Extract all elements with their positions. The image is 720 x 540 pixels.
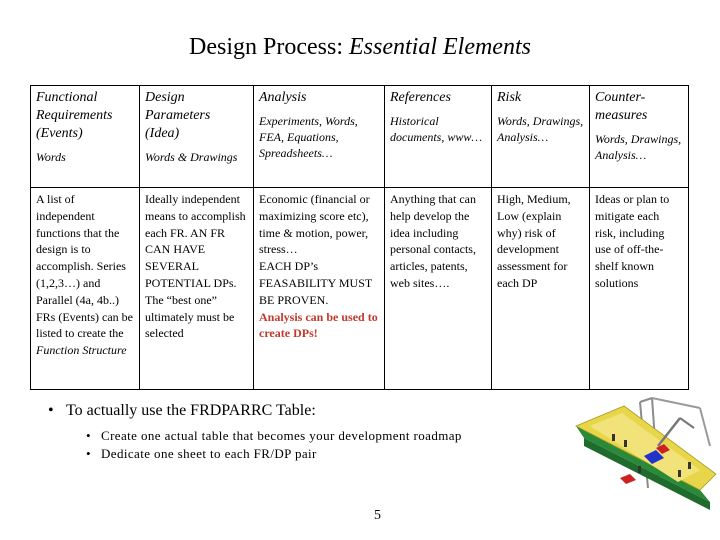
slide-title — [0, 33, 720, 61]
header-countermeasures-name: Counter-measures — [595, 90, 648, 123]
body-cell-references — [385, 188, 492, 390]
header-fr-name: Functional Requirements (Events) — [36, 90, 113, 141]
header-cell-analysis — [254, 86, 385, 188]
body-cell-dp — [140, 188, 254, 390]
usage-bullets — [48, 401, 568, 463]
body-cell-analysis — [254, 188, 385, 390]
analysis-emphasis-note: Analysis can be used to create DPs! — [259, 309, 378, 341]
body-cell-countermeasures — [590, 188, 689, 390]
fr-description — [36, 191, 134, 359]
analysis-description: Economic (financial or maximizing score etc), time & motion, power, stress… — [259, 192, 370, 257]
dp-description: Ideally independent means to accomplish each FR. AN FR CAN HAVE SEVERAL POTENTIAL DPs. The “best one” ultimately must be selected — [145, 192, 246, 341]
header-risk-sub: Words, Drawings, Analysis… — [497, 114, 584, 144]
body-cell-fr — [31, 188, 140, 390]
table-body-row — [31, 188, 689, 390]
bullet-main-text: To actually use the FRDPARRC Table: — [66, 402, 316, 419]
bullet-icon: • — [48, 402, 54, 419]
references-description: Anything that can help develop the idea including personal contacts, articles, patents, web sites…. — [390, 192, 476, 290]
title-italic: Essential Elements — [349, 34, 531, 60]
header-references-name: References — [390, 90, 451, 105]
header-cell-fr — [31, 86, 140, 188]
fr-description-text: A list of independent functions that the design is to accomplish. Series (1,2,3…) and Parallel (4a, 4b..) FRs (Events) can be listed to create the — [36, 192, 133, 341]
header-references-sub: Historical documents, www… — [390, 114, 483, 144]
header-cell-dp — [140, 86, 254, 188]
header-cell-countermeasures — [590, 86, 689, 188]
header-dp-name: Design Parameters (Idea) — [145, 90, 211, 141]
header-cell-references — [385, 86, 492, 188]
header-risk-name: Risk — [497, 90, 522, 105]
header-cell-risk — [492, 86, 590, 188]
header-analysis-name: Analysis — [259, 90, 307, 105]
countermeasures-description: Ideas or plan to mitigate each risk, including use of off-the-shelf known solutions — [595, 192, 670, 290]
analysis-feasibility-note: EACH DP’s FEASABILITY MUST BE PROVEN. — [259, 259, 373, 307]
bullet-icon: • — [86, 446, 91, 461]
bullet-main — [48, 401, 568, 421]
machine-cad-illustration — [560, 378, 720, 540]
fr-description-italic: Function Structure — [36, 343, 127, 358]
bullet-sub-1 — [86, 427, 568, 445]
bullet-icon: • — [86, 428, 91, 443]
header-analysis-sub: Experiments, Words, FEA, Equations, Spreadsheets… — [259, 114, 358, 160]
header-dp-sub: Words & Drawings — [145, 150, 238, 164]
frdparrc-table — [30, 85, 689, 390]
page-number: 5 — [374, 508, 381, 523]
title-plain: Design Process: — [189, 34, 349, 60]
header-fr-sub: Words — [36, 150, 66, 164]
table-header-row — [31, 86, 689, 188]
risk-description: High, Medium, Low (explain why) risk of development assessment for each DP — [497, 192, 571, 290]
bullet-sub-2 — [86, 445, 568, 463]
body-cell-risk — [492, 188, 590, 390]
header-countermeasures-sub: Words, Drawings, Analysis… — [595, 132, 682, 162]
bullet-sub-1-text: Create one actual table that becomes your development roadmap — [101, 428, 462, 443]
bullet-sub-2-text: Dedicate one sheet to each FR/DP pair — [101, 446, 317, 461]
